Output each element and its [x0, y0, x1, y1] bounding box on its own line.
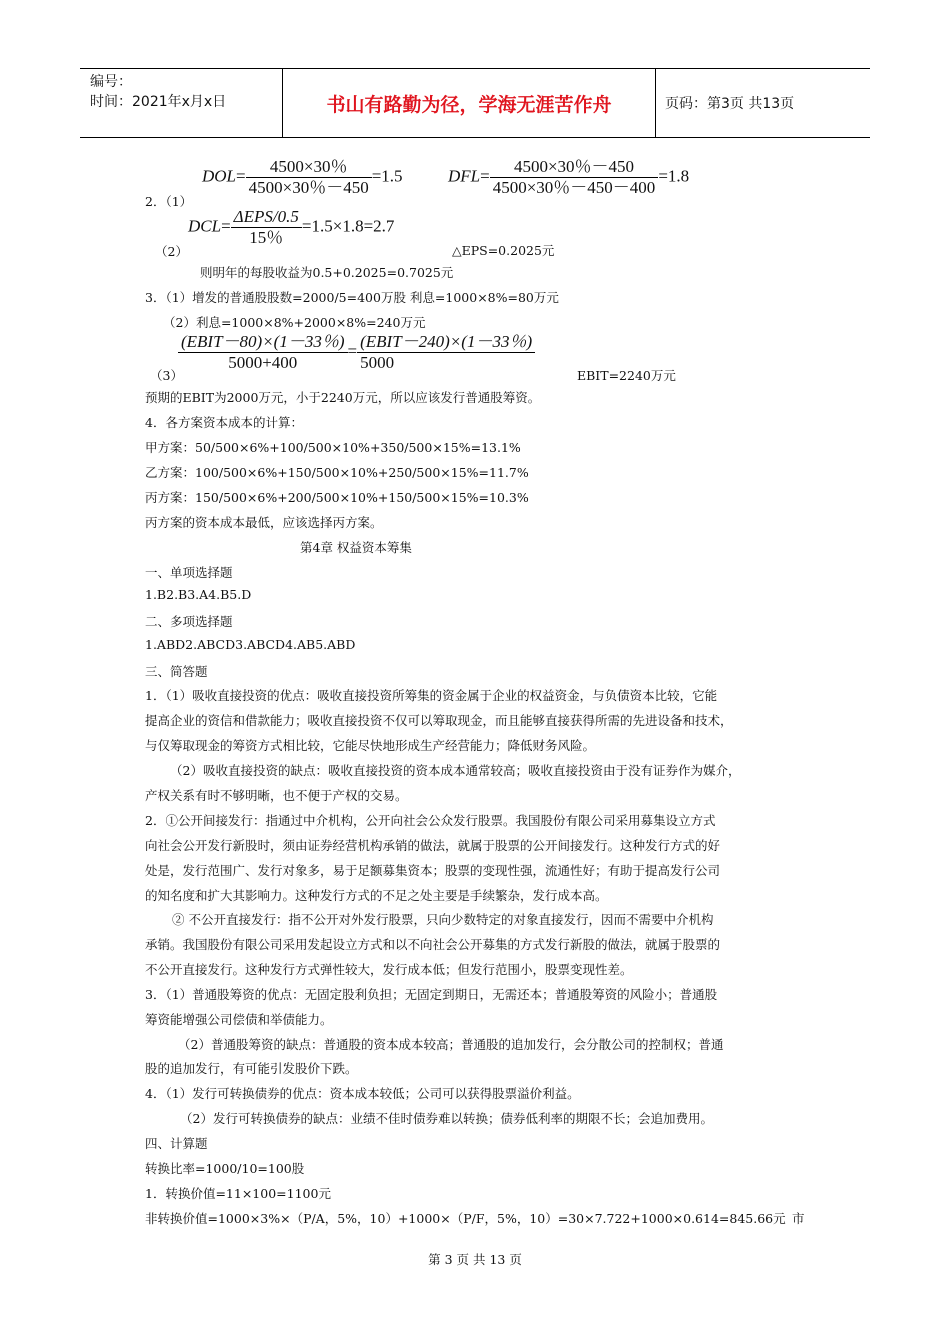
answer4-line1: 4．（1）发行可转换债券的优点：资本成本较低；公司可以获得股票溢价利益。 [145, 1086, 580, 1101]
answer1-line2: 提高企业的资信和借款能力；吸收直接投资不仅可以筹取现金，而且能够直接获得所需的先进设备和技术， [145, 713, 733, 728]
answer1-line1: 1．（1）吸收直接投资的优点：吸收直接投资所筹集的资金属于企业的权益资金，与负债资本比较，它能 [145, 688, 718, 703]
q4-title: 4．各方案资本成本的计算： [145, 415, 303, 430]
q2-part2: （2） [155, 244, 188, 259]
calc-conversion-ratio: 转换比率=1000/10=100股 [145, 1161, 305, 1176]
q3-ebit: EBIT=2240万元 [577, 368, 676, 383]
section-multi-choice: 二、多项选择题 [145, 614, 233, 629]
q4-plan-b: 乙方案：100/500×6%+150/500×10%+250/500×15%=11.7% [145, 465, 529, 480]
q3-part3: （3） [150, 368, 183, 383]
answer4-line2: （2）发行可转换债券的缺点：业绩不佳时债券难以转换；债券低利率的期限不长；会追加费用。 [180, 1111, 713, 1126]
dcl-numerator: ΔEPS/0.5 [231, 207, 302, 228]
dol-numerator: 4500×30％ [246, 157, 372, 178]
answer3-line4: 股的追加发行，有可能引发股价下跌。 [145, 1061, 358, 1076]
page-footer: 第 3 页 共 13 页 [428, 1252, 522, 1267]
dfl-denominator: 4500×30％－450－400 [492, 178, 656, 197]
calc-line-tail: 市 [792, 1211, 805, 1226]
header-meta [80, 69, 283, 137]
q2-conclusion: 则明年的每股收益为0.5+0.2025=0.7025元 [200, 265, 454, 280]
dcl-formula: DCL= $\frac{\text{ΔEPS/0.5}}{15\%}$ =1.5×1.8=2.7 [188, 207, 395, 247]
q4-plan-c: 丙方案：150/500×6%+200/500×10%+150/500×15%=10.3% [145, 490, 529, 505]
number-label: 编号： [90, 74, 132, 90]
multi-choice-answers: 1.ABD2.ABCD3.ABCD4.AB5.ABD [145, 637, 356, 652]
q3-line2: （2）利息=1000×8%+2000×8%=240万元 [163, 315, 426, 330]
section-single-choice: 一、单项选择题 [145, 565, 233, 580]
answer2-line4: 的知名度和扩大其影响力。这种发行方式的不足之处主要是手续繁杂，发行成本高。 [145, 888, 608, 903]
dcl-var: DCL [188, 216, 222, 236]
ebit-equation: $\frac{\text{(EBIT－80)×(1－33％)}}{5000+400}$ = $\frac{\text{(EBIT－240)×(1－33％)}}{5000}$ [178, 332, 535, 373]
answer2-line1: 2．①公开间接发行：指通过中介机构，公开向社会公众发行股票。我国股份有限公司采用募集设立方式 [145, 813, 716, 828]
dfl-numerator: 4500×30％－450 [490, 157, 659, 178]
time-label: 时间：2021年x月x日 [90, 94, 227, 110]
dfl-result: =1.8 [658, 166, 690, 186]
answer1-line4: （2）吸收直接投资的缺点：吸收直接投资的资本成本通常较高；吸收直接投资由于没有证券作为媒介， [170, 763, 741, 778]
section-calculation: 四、计算题 [145, 1136, 208, 1151]
dfl-var: DFL [448, 166, 481, 186]
page-header [80, 68, 870, 138]
ebit-lhs-denominator: 5000+400 [228, 353, 298, 372]
section-short-answer: 三、简答题 [145, 664, 208, 679]
dol-result: =1.5 [371, 166, 403, 186]
answer1-line3: 与仅筹取现金的筹资方式相比较，它能尽快地形成生产经营能力；降低财务风险。 [145, 738, 596, 753]
answer3-line3: （2）普通股筹资的缺点：普通股的资本成本较高；普通股的追加发行，会分散公司的控制权；普通 [178, 1037, 724, 1052]
dcl-result: =1.5×1.8=2.7 [301, 216, 395, 236]
q3-line1: 3．（1）增发的普通股股数=2000/5=400万股 利息=1000×8%=80万元 [145, 290, 559, 305]
dol-formula: DOL= $\frac{4500\times 30\%}{4500\times 30\%-450}$ =1.5 [202, 157, 403, 197]
dcl-denominator: 15％ [249, 228, 284, 247]
header-page-label: 页码：第3页 共13页 [665, 96, 795, 112]
answer2-line6: 承销。我国股份有限公司采用发起设立方式和以不向社会公开募集的方式发行新股的做法，就属于股票的 [145, 937, 721, 952]
q4-conclusion: 丙方案的资本成本最低，应该选择丙方案。 [145, 515, 383, 530]
dol-denominator: 4500×30％－450 [248, 178, 369, 197]
ebit-rhs-numerator: (EBIT－240)×(1－33％) [357, 332, 535, 353]
q4-plan-a: 甲方案：50/500×6%+100/500×10%+350/500×15%=13.1% [145, 440, 521, 455]
answer1-line5: 产权关系有时不够明晰，也不便于产权的交易。 [145, 788, 408, 803]
ebit-lhs-numerator: (EBIT－80)×(1－33％) [178, 332, 348, 353]
answer2-line3: 处是，发行范围广、发行对象多，易于足额募集资本；股票的变现性强，流通性好；有助于提高发行公司 [145, 863, 721, 878]
header-motto: 书山有路勤为径，学海无涯苦作舟 [283, 69, 656, 137]
q2-eps: △EPS=0.2025元 [452, 243, 555, 258]
dfl-formula: DFL= $\frac{4500\times 30\%-450}{4500\times 30\%-450-400}$ =1.8 [448, 157, 690, 197]
q2-number: 2．（1） [145, 194, 193, 209]
answer2-line7: 不公开直接发行。这种发行方式弹性较大，发行成本低；但发行范围小，股票变现性差。 [145, 962, 633, 977]
answer2-line2: 向社会公开发行新股时，须由证券经营机构承销的做法，就属于股票的公开间接发行。这种发行方式的好 [145, 838, 721, 853]
chapter-title: 第4章 权益资本筹集 [300, 540, 412, 555]
calc-non-conversion-value: 非转换价值=1000×3%×（P/A，5%，10）+1000×（P/F，5%，10）=30×7.722+1000×0.614=845.66元 [145, 1211, 786, 1226]
answer3-line2: 筹资能增强公司偿债和举债能力。 [145, 1012, 333, 1027]
calc-conversion-value: 1．转换价值=11×100=1100元 [145, 1186, 331, 1201]
q3-conclusion: 预期的EBIT为2000万元，小于2240万元，所以应该发行普通股筹资。 [145, 390, 541, 405]
answer2-line5: ② 不公开直接发行：指不公开对外发行股票，只向少数特定的对象直接发行，因而不需要中介机构 [172, 912, 714, 927]
single-choice-answers: 1.B2.B3.A4.B5.D [145, 587, 252, 602]
answer3-line1: 3．（1）普通股筹资的优点：无固定股利负担；无固定到期日，无需还本；普通股筹资的风险小；普通股 [145, 987, 718, 1002]
ebit-rhs-denominator: 5000 [360, 353, 395, 372]
dol-var: DOL [202, 166, 237, 186]
